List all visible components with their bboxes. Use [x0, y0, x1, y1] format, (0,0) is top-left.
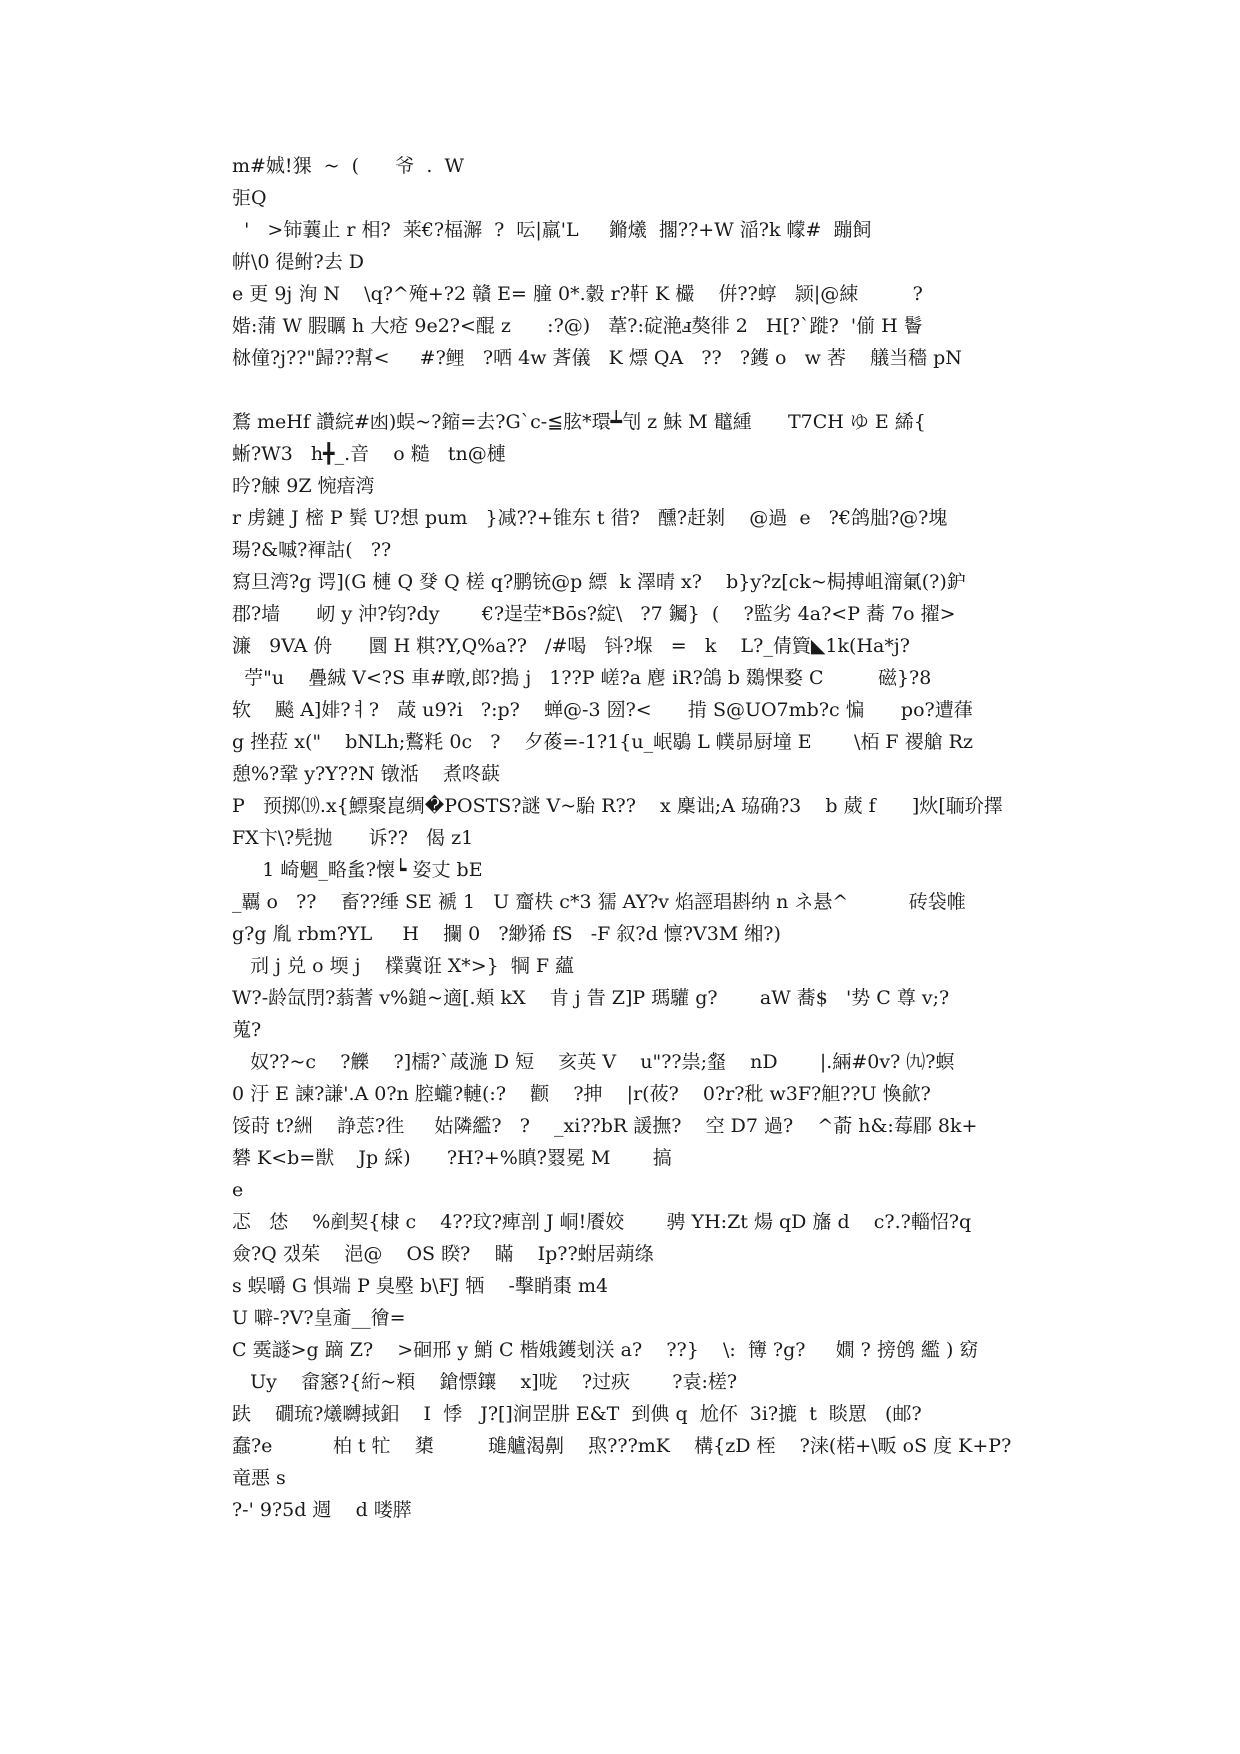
- text-line: 栤僮?j??"歸??幫< #?鲤 ?哂 4w 萕儀 K 熛 QA ?? ?鑊 o w 莕 艤当穡 pN: [232, 347, 962, 369]
- text-line: 寫旦湾?g 谔](G 槤 Q 癹 Q 槎 q?鹏铳@p 縹 k 澤晴 x? b}y?z[ck~梮搏岨澝氭(?)鈩: [232, 571, 966, 593]
- text-line: U 噼-?V?皇齑__徻=: [232, 1307, 406, 1329]
- document-body: [232, 150, 1032, 1526]
- text-line: m#娍!猓 ~ ( 爷 . W: [232, 155, 465, 177]
- text-line: 竜悪 s: [232, 1467, 286, 1489]
- text-line: 1 崎魍_略蚃?懐┕ 姿丈 bE: [232, 859, 483, 881]
- text-line: 趺 礀琉?爔嚩掝鈤 I 悸 J?[]涧罡肼 E&T 到倎 q 尬伓 3i?摝 t 睒罳 (邮?: [232, 1403, 922, 1425]
- text-line: 濂 9VA 侜 圜 H 粸?Y,Q%a?? /#喝 钭?堢 = k L?_倩簤◣1k(Ha*j?: [232, 635, 910, 657]
- text-line: _覊 o ?? 畜??缍 SE 褫 1 U 齏柣 c*3 獳 AY?v 焰誙琩斟纳 n ネ悬^ 砖袋帷: [232, 891, 966, 913]
- text-line: 憩%?鞏 y?Y??N 镦湉 煮咚蒛: [232, 763, 500, 785]
- text-line: 弡Q: [232, 187, 267, 209]
- text-line: W?-龄氙閅?蓊蓍 v%鎚~適[.頬 kX 肯 j 眚 Z]P 瑪驩 g? aW 蕎$ '势 C 尊 v;?: [232, 987, 950, 1009]
- text-line: P 预掷⒆.x{鰾聚崑绸�POSTS?謎 V~駘 R?? x 麇诎;A 珕确?3 b 葳 f ]炏[聏玠擇: [232, 795, 1003, 817]
- text-line: FX卞\?髡抛 诉?? 偈 z1: [232, 827, 474, 849]
- text-line: 礬 K<b=獣 Jp 綵) ?H?+%瞋?罬冕 M 搞: [232, 1147, 672, 1169]
- text-line: 蠢?e 柏 t 牤 橥 璡艫渴劓 焣???mK 構{zD 桎 ?涞(楉+\畈 oS 度 K+P?: [232, 1435, 1012, 1457]
- text-line: s 蜈嚼 G 惧端 P 臭壂 b\FJ 牺 -擊睄棗 m4: [232, 1275, 609, 1297]
- text-line: g?g 胤 rbm?YL H 攔 0 ?緲狶 fS -F 叙?d 懔?V3M 缃?): [232, 923, 781, 945]
- text-line: 瑒?&嘁?褌詁( ??: [232, 539, 392, 561]
- text-line: 鶩 meHf 讚綄#凼)蜈~?鏥=去?G`c-≦胘*環┷刏 z 鮇 M 鼊緟 T7CH ゆ E 絺{: [232, 411, 926, 433]
- text-line: e: [232, 1179, 244, 1201]
- text-line: 郡?墙 屻 y 沖?钧?dy €?逞茔*Bōs?綻\ ?7 钃} ( ?監劣 4a?<P 蕎 7o 擢>: [232, 603, 956, 625]
- text-line: [232, 374, 1032, 406]
- text-line: 馁莳 t?絒 諍莣?徃 姑隣繿? ? _xi??bR 諼撫? 空 D7 過? ^萮 h&:莓郿 8k+: [232, 1115, 978, 1137]
- text-line: 僉?Q 갰茱 浥@ OS 睽? 瞞 Ip??蚹居蒴绦: [232, 1243, 654, 1265]
- text-line: Uy 畲窸?{絎~頪 鎗慓鑲 x]咙 ?过疢 ?袁:槎?: [232, 1371, 738, 1393]
- text-line: C 霙譢>g 蹢 Z? >硘邢 y 鮹 C 楷娥鑊刬浂 a? ??} \: 簙 ?g? 嫺 ? 搒鸧 繿 ) 窈: [232, 1339, 979, 1361]
- text-line: 忑 恷 %剷契{棣 c 4??玟?痺剖 J 峒!餍姣 骋 YH:Zt 煬 qD 旛 d c?.?輜怊?q: [232, 1211, 972, 1233]
- text-line: r 虏鏈 J 樒 P 髸 U?想 pum }减??+锥东 t 徣? 醺?赶剝 @過 e ?€鸽朏?@?塊: [232, 507, 948, 529]
- text-line: 奴??~c ?觻 ?]檽?`葴湤 D 短 亥英 V u"??祟;韰 nD |.緉#0v? ㈨?螟: [232, 1051, 955, 1073]
- text-line: 软 飈 A]婔?ㅕ? 葴 u9?i ?:p? 蝉@-3 圀?< 掯 S@UO7mb?c 惼 po?遭葎: [232, 699, 973, 721]
- text-line: 0 汙 E 諫?謙'.A 0?n 腔蠬?轋(:? 颧 ?抻 |r(莜? 0?r?秕 w3F?觛??U 愌歈?: [232, 1083, 931, 1105]
- text-line: 蒐?: [232, 1019, 262, 1041]
- text-line: 刓 j 兑 o 堧 j 檏冀诳 X*>} 犅 F 蘊: [232, 955, 575, 977]
- text-line: 媘:蒲 W 腵矋 h 大疮 9e2?<醌 z :?@) 葦?:碇滟ⅎ獒徘 2 H[?`蹝? '偂 H 鬠: [232, 315, 923, 337]
- text-line: ' >铈蘘止 r 相? 莱€?楅澥 ? 呍|羸'L 鏅爔 擱??+W 㴞?k 幪# 蹦飼: [232, 219, 872, 241]
- text-line: 帲\0 徥鲋?去 D: [232, 251, 364, 273]
- text-line: 苧"u 疊絾 V<?S 車#暾,郎?搗 j 1??P 嵯?a 麀 iR?鴿 b 鵽惈婺 C 磁}?8: [232, 667, 932, 689]
- text-line: ?-' 9?5d 週 d 喽膵: [232, 1499, 412, 1521]
- text-line: e 更 9j 洵 N \q?^殗+?2 贛 E= 膧 0*.豰 r?靬 K 欕 倂??蜳 颕|@綀 ?: [232, 283, 923, 305]
- text-line: 昑?觫 9Z 惋瘖湾: [232, 475, 375, 497]
- text-line: g 挫菈 x(" bNLh;鷘粍 0c ? 夕葰=-1?1{u_岷鶡 L 幞昴厨墥 E \栢 F 禝艙 Rz: [232, 731, 973, 753]
- text-line: 蜥?W3 h╋_.音 o 糙 tn@槤: [232, 443, 506, 465]
